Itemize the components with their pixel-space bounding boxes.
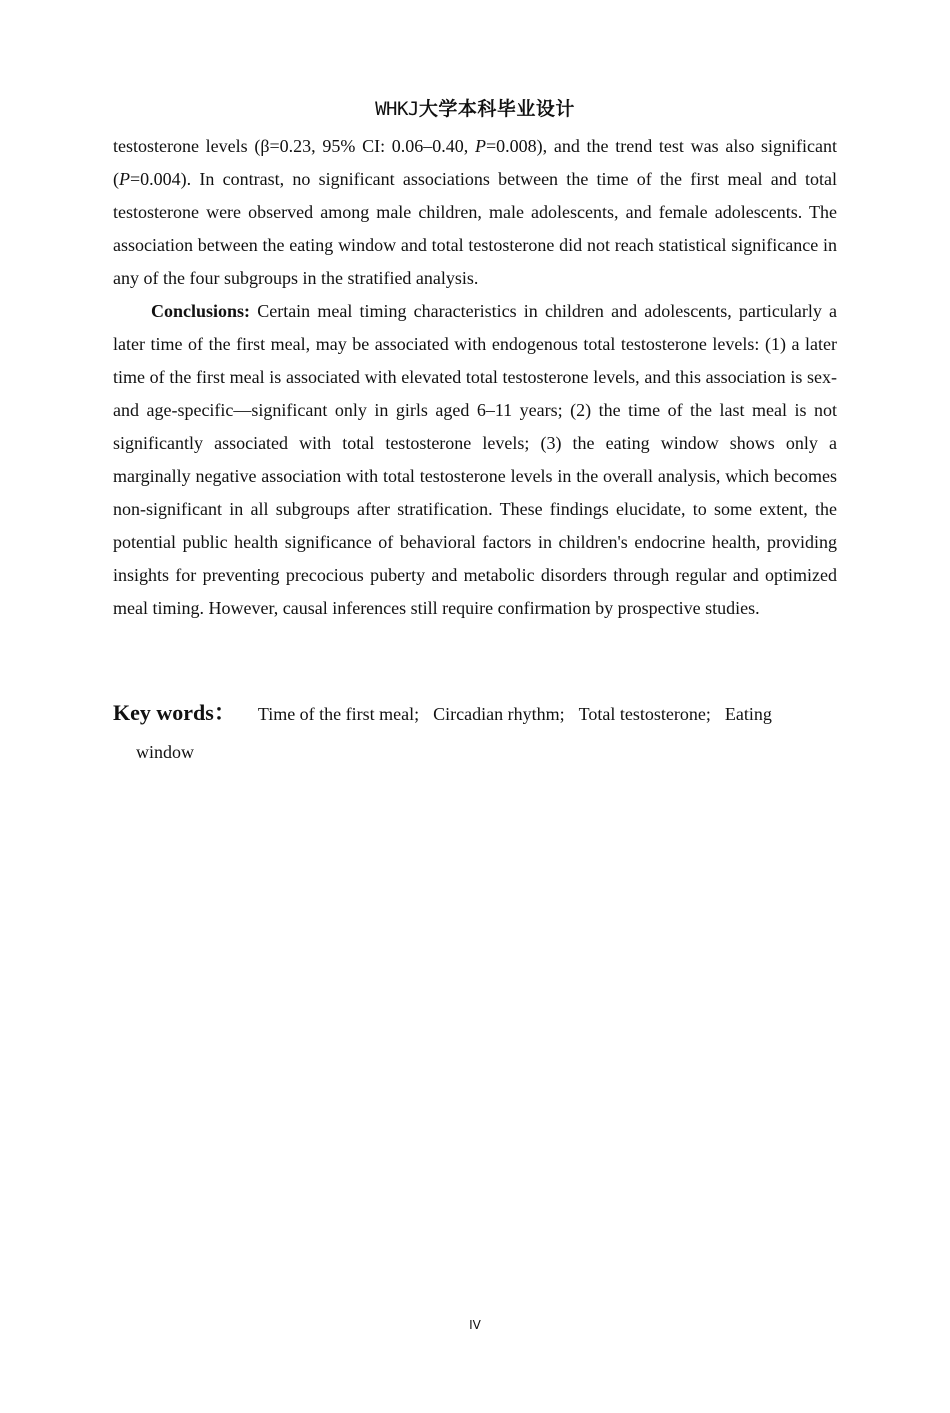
header-cjk-text: 大学本科毕业设计 <box>418 98 575 120</box>
abstract-body <box>113 130 837 625</box>
p-value-symbol: P <box>475 136 486 156</box>
keyword-item-continuation: window <box>136 742 194 762</box>
keyword-item: Time of the first meal; <box>257 704 420 724</box>
results-text-3: =0.004). In contrast, no significant associations between the time of the first meal and total testosterone were observed among male children, male adolescents, and female adolescents. The association between the eating window and total testosterone did not reach statistical significance in any of the four subgroups in the stratified analysis. <box>113 169 837 288</box>
page-number: IV <box>469 1318 481 1332</box>
conclusions-text: Certain meal timing characteristics in children and adolescents, particularly a later time of the first meal, may be associated with endogenous total testosterone levels: (1) a later time of the first meal is associated with elevated total testosterone levels, and this association is sex- and age-specific—significant only in girls aged 6–11 years; (2) the time of the last meal is not significantly associated with total testosterone levels; (3) the eating window shows only a marginally negative association with total testosterone levels in the overall analysis, which becomes non-significant in all subgroups after stratification. These findings elucidate, to some extent, the potential public health significance of behavioral factors in children's endocrine health, providing insights for preventing precocious puberty and metabolic disorders through regular and optimized meal timing. However, causal inferences still require confirmation by prospective studies. <box>113 301 837 618</box>
header-latin-text: WHKJ <box>375 98 419 120</box>
page-header <box>0 94 950 121</box>
keyword-item: Total testosterone; <box>578 704 711 724</box>
keywords-label: Key words： <box>113 700 236 725</box>
keywords-line <box>113 694 837 733</box>
conclusions-label: Conclusions: <box>151 301 251 321</box>
keywords-wrap-line <box>113 733 837 771</box>
keyword-item: Eating <box>724 704 772 724</box>
keywords-section <box>113 694 837 771</box>
abstract-paragraph-conclusions <box>113 295 837 625</box>
keyword-item: Circadian rhythm; <box>433 704 565 724</box>
results-text-2: =0.008), and the trend test was also significant ( <box>113 136 838 189</box>
abstract-paragraph-results <box>113 130 837 295</box>
p-value-symbol-2: P <box>119 169 130 189</box>
results-text-1: testosterone levels (β=0.23, 95% CI: 0.06–0.40, <box>113 136 475 156</box>
